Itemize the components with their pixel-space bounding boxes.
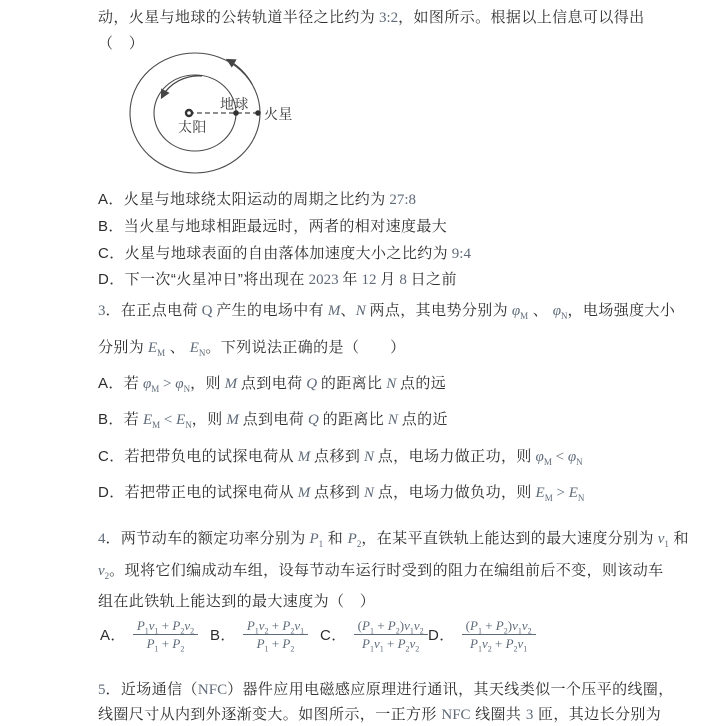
q3-stem-line-1: 3．在正点电荷 Q 产生的电场中有 M、N 两点，其电势分别为 $\varphi_M$ 、 $\varphi_N$，电场强度大小 xyxy=(98,302,676,321)
option-a-label: A． xyxy=(100,626,126,644)
q2-stem-line-1: 动，火星与地球的公转轨道半径之比约为 3:2，如图所示。根据以上信息可以得出 xyxy=(98,9,645,26)
q5-stem-line-1: 5．近场通信（NFC）器件应用电磁感应原理进行通讯，其天线类似一个压平的线圈， xyxy=(98,681,674,698)
q4-option-d xyxy=(428,613,536,655)
q4-stem-line-3: 组在此铁轨上能达到的最大速度为（ ） xyxy=(98,593,376,610)
option-c-label: C． xyxy=(320,626,347,644)
sun-label: 太阳 xyxy=(178,119,207,135)
q4-option-c xyxy=(320,613,428,655)
orbit-diagram xyxy=(125,51,305,177)
q3-option-d: D．若把带正电的试探电荷从 M 点移到 N 点，电场力做负功，则 $E_M > E_N$ xyxy=(98,484,585,503)
option-b-fraction: $\frac{P_1v_2 + P_2v_1}{P_1 + P_2}$ xyxy=(243,618,308,651)
q4-option-b xyxy=(210,613,308,655)
q4-stem-line-2: $v_2$。现将它们编成动车组，设每节动车运行时受到的阻力在编组前后不变，则该动车 xyxy=(98,562,664,581)
q4-option-a xyxy=(100,613,198,655)
q4-stem-line-1: 4．两节动车的额定功率分别为 $P_1$ 和 $P_2$，在某平直铁轨上能达到的最大速度分别为 $v_1$ 和 xyxy=(98,530,689,549)
q2-option-c: C．火星与地球表面的自由落体加速度大小之比约为 9:4 xyxy=(98,245,471,262)
q5-stem-line-2: 线圈尺寸从内到外逐渐变大。如图所示，一正方形 NFC 线圈共 3 匝，其边长分别为 xyxy=(98,706,662,723)
option-c-fraction: $\frac{(P_1 + P_2)v_1v_2}{P_1v_1 + P_2v_2}$ xyxy=(354,618,428,651)
option-a-fraction: $\frac{P_1v_1 + P_2v_2}{P_1 + P_2}$ xyxy=(133,618,198,651)
q3-option-a: A．若 $\varphi_M > \varphi_N$，则 M 点到电荷 Q 的距离比 N 点的远 xyxy=(98,375,447,394)
q2-option-a: A．火星与地球绕太阳运动的周期之比约为 27:8 xyxy=(98,191,417,208)
q3-option-b: B．若 $E_M < E_N$，则 M 点到电荷 Q 的距离比 N 点的近 xyxy=(98,411,448,430)
mars-dot xyxy=(255,110,261,116)
earth-direction-arrow xyxy=(162,76,202,97)
option-d-fraction: $\frac{(P_1 + P_2)v_1v_2}{P_1v_2 + P_2v_1}$ xyxy=(462,618,536,651)
sun-dot xyxy=(186,110,192,116)
q2-stem-line-2: （ ） xyxy=(98,35,145,52)
option-b-label: B． xyxy=(210,626,236,644)
q2-option-d: D．下一次“火星冲日”将出现在 2023 年 12 月 8 日之前 xyxy=(98,271,457,288)
mars-label: 火星 xyxy=(264,106,293,122)
q2-option-b: B．当火星与地球相距最远时，两者的相对速度最大 xyxy=(98,218,448,235)
earth-label: 地球 xyxy=(220,96,249,112)
option-d-label: D． xyxy=(428,626,455,644)
q3-option-c: C．若把带负电的试探电荷从 M 点移到 N 点，电场力做正功，则 $\varphi_M < \varphi_N$ xyxy=(98,448,583,467)
q3-stem-line-2: 分别为 $E_M$ 、 $E_N$。下列说法正确的是（ ） xyxy=(98,339,406,358)
